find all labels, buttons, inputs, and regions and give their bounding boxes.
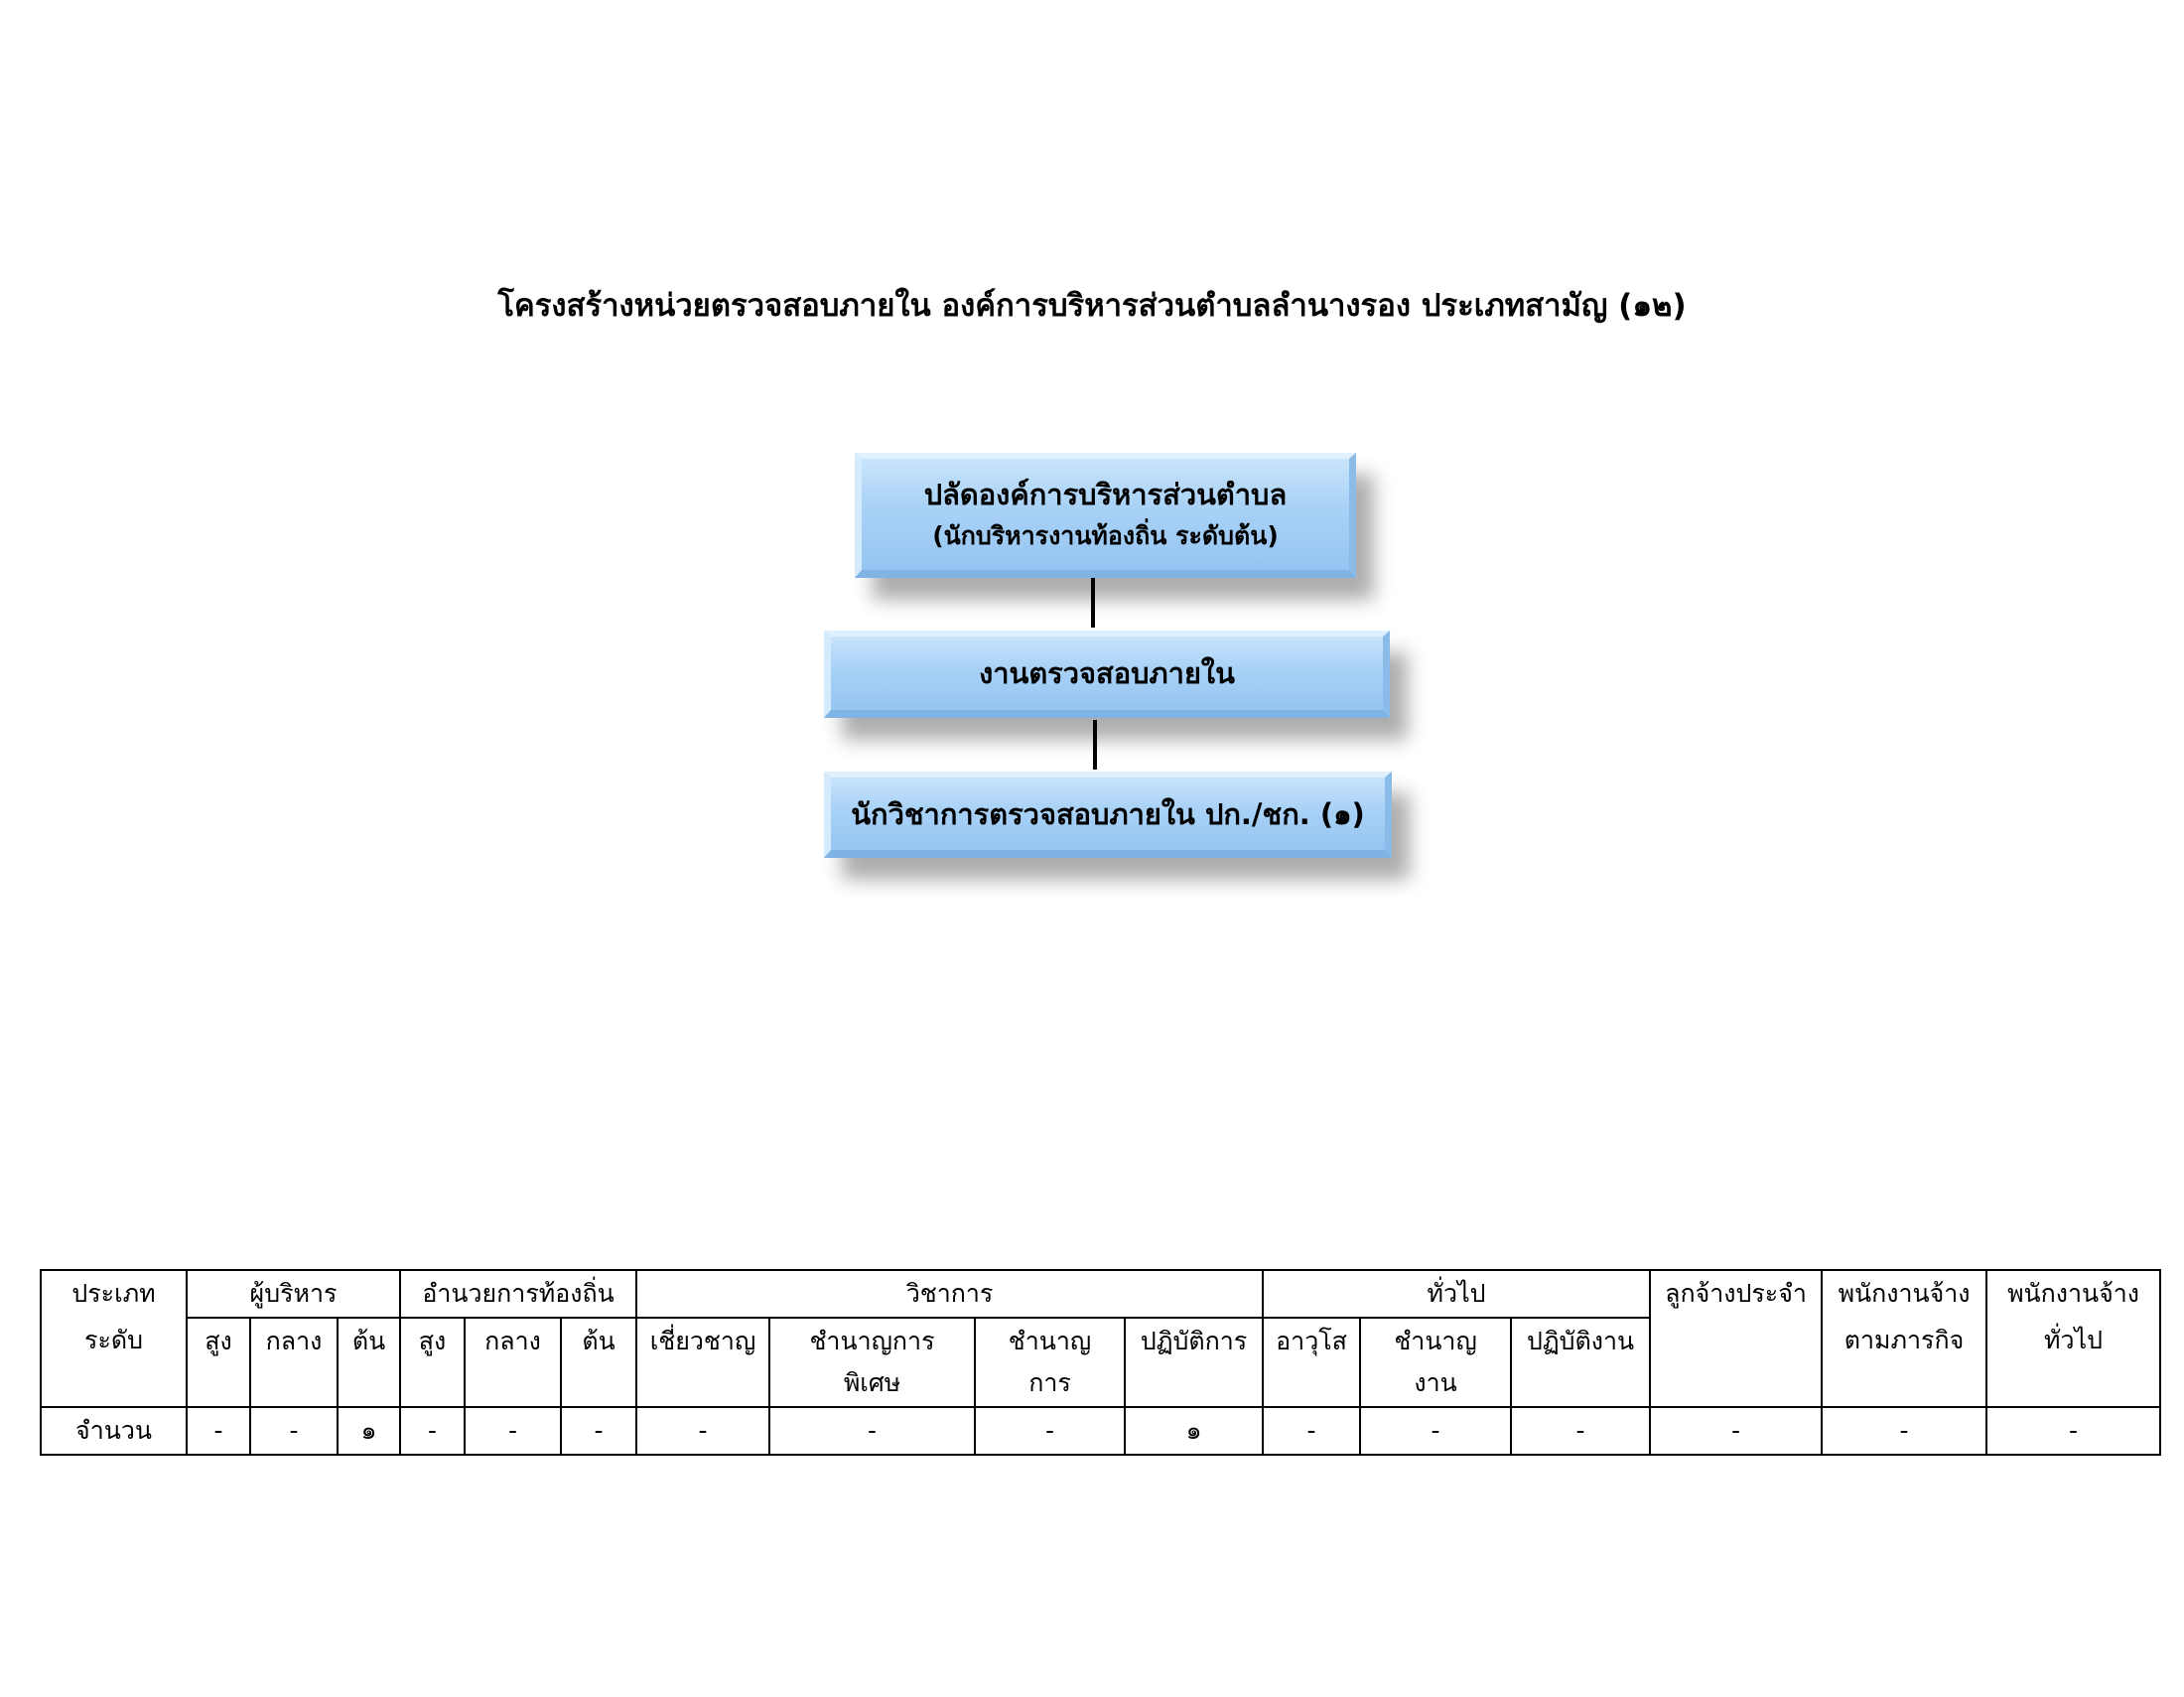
org-box-chief-administrator	[855, 453, 1356, 578]
level-gen-operational: ปฏิบัติงาน	[1511, 1318, 1650, 1407]
level-acad-senior-special-line1: ชำนาญการ	[809, 1327, 935, 1355]
group-general: ทั่วไป	[1263, 1270, 1650, 1318]
org-box-internal-audit-title: งานตรวจสอบภายใน	[979, 656, 1235, 690]
level-exec-mid: กลาง	[250, 1318, 338, 1407]
table-row-type	[41, 1270, 2160, 1318]
group-mission-employee-line1: พนักงานจ้าง	[1822, 1270, 1986, 1318]
org-box-chief-title: ปลัดองค์การบริหารส่วนตำบล	[923, 478, 1288, 511]
level-dir-high: สูง	[400, 1318, 465, 1407]
level-acad-senior-line2: การ	[1028, 1368, 1071, 1397]
row-label-level: ระดับ	[41, 1318, 187, 1407]
table-row-count	[41, 1407, 2160, 1455]
count-cell: -	[1263, 1407, 1360, 1455]
group-local-director: อำนวยการท้องถิ่น	[400, 1270, 636, 1318]
count-cell: -	[400, 1407, 465, 1455]
staff-table	[40, 1269, 2161, 1456]
org-box-chief-subtitle: (นักบริหารงานท้องถิ่น ระดับต้น)	[932, 521, 1279, 550]
level-acad-senior-special-line2: พิเศษ	[843, 1368, 901, 1397]
level-acad-senior	[975, 1318, 1125, 1407]
level-acad-senior-line1: ชำนาญ	[1008, 1327, 1092, 1355]
level-gen-senior: อาวุโส	[1263, 1318, 1360, 1407]
connector-line-top	[1091, 578, 1095, 628]
level-gen-skilled	[1360, 1318, 1511, 1407]
count-cell: -	[465, 1407, 561, 1455]
count-cell: -	[1511, 1407, 1650, 1455]
group-mission-employee-line2: ตามภารกิจ	[1822, 1318, 1986, 1407]
table-row-level	[41, 1318, 2160, 1407]
count-cell: -	[975, 1407, 1125, 1455]
count-cell: -	[561, 1407, 636, 1455]
row-label-count: จำนวน	[41, 1407, 187, 1455]
count-cell: -	[1822, 1407, 1986, 1455]
org-box-internal-audit-unit	[824, 631, 1390, 718]
count-cell: ๑	[338, 1407, 400, 1455]
level-gen-skilled-line2: งาน	[1414, 1368, 1457, 1397]
count-cell: -	[187, 1407, 250, 1455]
level-exec-high: สูง	[187, 1318, 250, 1407]
count-cell: -	[1650, 1407, 1822, 1455]
level-exec-low: ต้น	[338, 1318, 400, 1407]
level-dir-low: ต้น	[561, 1318, 636, 1407]
count-cell: ๑	[1125, 1407, 1263, 1455]
level-acad-senior-special	[769, 1318, 975, 1407]
level-acad-operational: ปฏิบัติการ	[1125, 1318, 1263, 1407]
count-cell: -	[1360, 1407, 1511, 1455]
count-cell: -	[1986, 1407, 2160, 1455]
group-executive: ผู้บริหาร	[187, 1270, 400, 1318]
connector-line-bottom	[1093, 720, 1097, 770]
count-cell: -	[769, 1407, 975, 1455]
group-general-employee-line1: พนักงานจ้าง	[1986, 1270, 2160, 1318]
count-cell: -	[250, 1407, 338, 1455]
group-academic: วิชาการ	[636, 1270, 1263, 1318]
page-title: โครงสร้างหน่วยตรวจสอบภายใน องค์การบริหารส่วนตำบลลำนางรอง ประเภทสามัญ (๑๒)	[497, 288, 1687, 324]
count-cell: -	[636, 1407, 769, 1455]
level-gen-skilled-line1: ชำนาญ	[1394, 1327, 1477, 1355]
row-label-type: ประเภท	[41, 1270, 187, 1318]
level-dir-mid: กลาง	[465, 1318, 561, 1407]
group-general-employee-line2: ทั่วไป	[1986, 1318, 2160, 1407]
org-box-internal-auditor	[824, 772, 1392, 858]
group-permanent-employee: ลูกจ้างประจำ	[1650, 1270, 1822, 1407]
org-box-internal-auditor-title: นักวิชาการตรวจสอบภายใน ปก./ชก. (๑)	[851, 796, 1365, 831]
level-acad-expert: เชี่ยวชาญ	[636, 1318, 769, 1407]
